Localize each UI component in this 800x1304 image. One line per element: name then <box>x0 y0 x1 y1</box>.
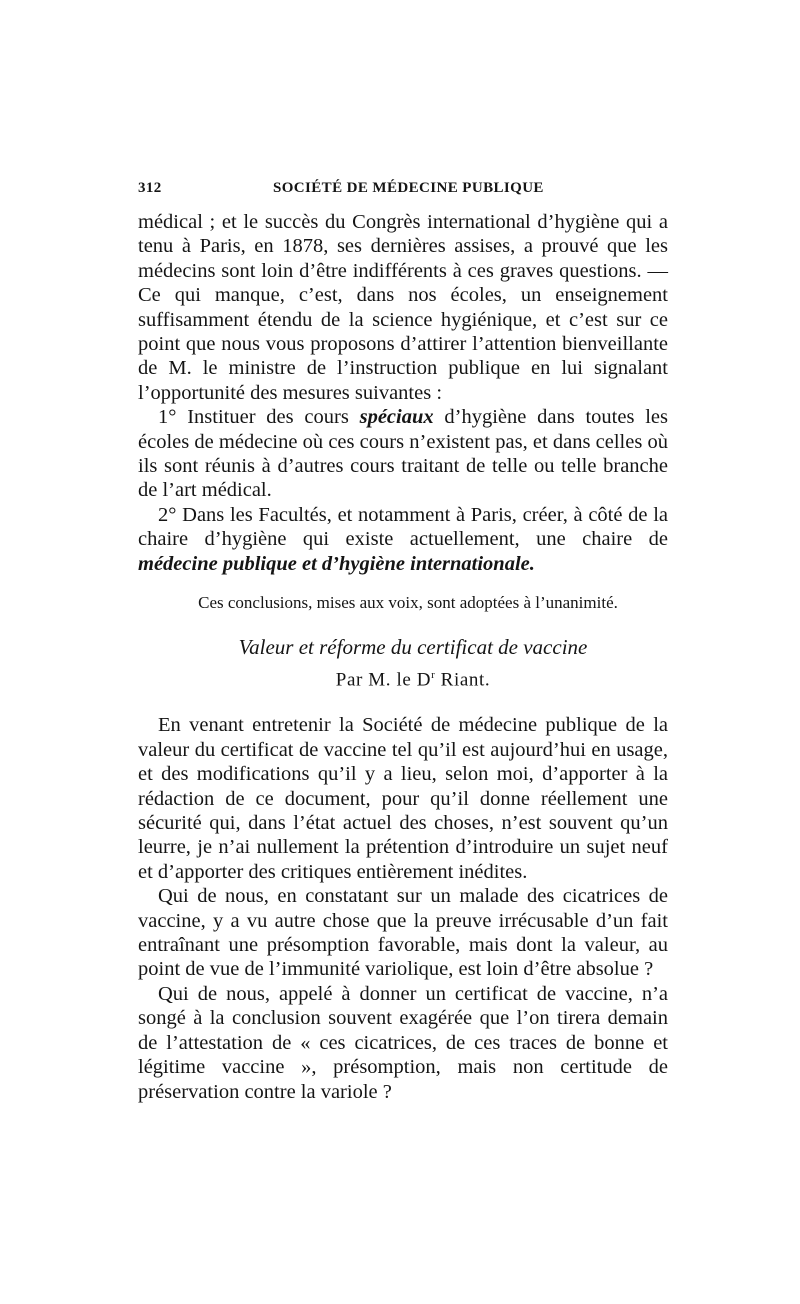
page-number: 312 <box>138 180 162 196</box>
text-run: 2° Dans les Facultés, et notamment à Paris, créer, à côté de la chaire d’hygiène qui existe actuellement, une chaire de <box>138 503 668 551</box>
article-body <box>138 713 668 1104</box>
vote-conclusion: Ces conclusions, mises aux voix, sont adoptées à l’unanimité. <box>198 593 618 613</box>
emphasis: spéciaux <box>359 406 434 429</box>
author-prefix: Par M. le D <box>335 669 432 691</box>
paragraph: En venant entretenir la Société de médecine publique de la valeur du certificat de vaccine tel qu’il est aujourd’hui en usage, et des modifications qu’il y a lieu, selon moi, d’apporter à la rédaction de ce document, pour qu’il donne réellement une sécurité qui, dans l’état actuel des choses, n’est souvent qu’un leurre, je n’ai nullement la prétention d’introduire un sujet neuf et d’apporter des critiques entièrement inédites. <box>138 714 668 883</box>
article-author <box>138 662 668 693</box>
text-run: d’hygiène dans toutes les écoles de médecine où ces cours n’existent pas, et dans celles où ils sont réunis à d’autres cours traitant de telle ou telle branche de l’art médical. <box>138 406 668 502</box>
text-run: 1° Instituer des cours <box>158 406 360 429</box>
paragraph-measure-2 <box>138 503 668 576</box>
emphasis: médecine publique et d’hygiène internationale. <box>138 552 535 575</box>
paragraph-measure-1 <box>138 405 668 503</box>
running-title: SOCIÉTÉ DE MÉDECINE PUBLIQUE <box>273 180 544 196</box>
report-conclusion-text <box>138 210 668 576</box>
author-sup: r <box>431 669 436 682</box>
article-title: Valeur et réforme du certificat de vaccine <box>238 635 588 660</box>
running-head <box>138 180 668 206</box>
paragraph: Qui de nous, appelé à donner un certificat de vaccine, n’a songé à la conclusion souvent exagérée que l’on tirera demain de l’attestation de « ces cicatrices, de ces traces de bonne et légitime vaccine », présomption, mais non certitude de préservation contre la variole ? <box>138 982 668 1103</box>
paragraph: médical ; et le succès du Congrès international d’hygiène qui a tenu à Paris, en 1878, ses dernières assises, a prouvé que les médecins sont loin d’être indifférents à ces graves questions. — Ce qui manque, c’est, dans nos écoles, un enseignement suffisamment étendu de la science hygiénique, et c’est sur ce point que nous vous proposons d’attirer l’attention bienveillante de M. le ministre de l’instruction publique en lui signalant l’opportunité des mesures suivantes : <box>138 211 668 404</box>
author-name: Riant. <box>435 669 491 691</box>
paragraph: Qui de nous, en constatant sur un malade des cicatrices de vaccine, y a vu autre chose que la preuve irrécusable d’un fait entraînant une présomption favorable, mais dont la valeur, au point de vue de l’immunité variolique, est loin d’être absolue ? <box>138 885 668 981</box>
book-page <box>138 180 668 1104</box>
